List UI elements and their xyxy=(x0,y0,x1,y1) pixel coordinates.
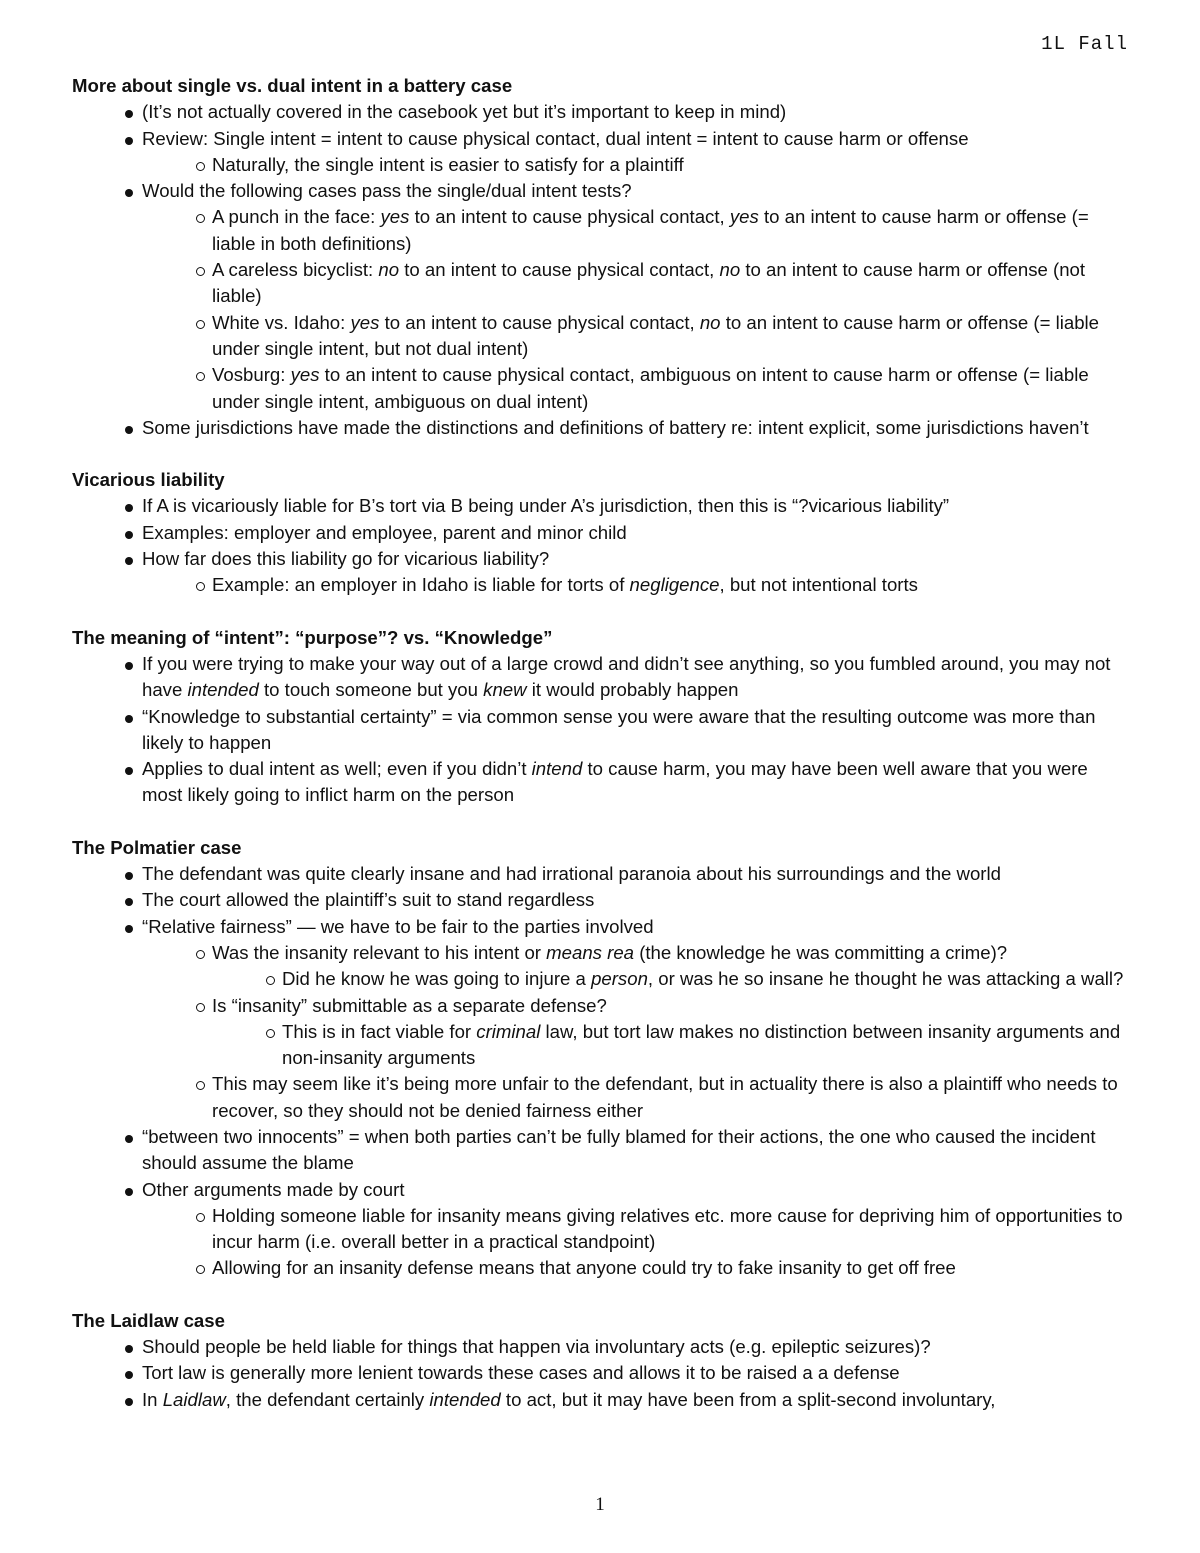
bullet-circle-icon xyxy=(266,1019,275,1045)
section xyxy=(72,73,1132,441)
bullet-dot-icon xyxy=(125,914,133,940)
item-text: A punch in the face: xyxy=(212,206,381,228)
emphasis-text: no xyxy=(719,259,741,281)
item-text: Holding someone liable for insanity means giving relatives etc. more cause for depriving him of opportunities to incur harm (i.e. overall better in a practical standpoint) xyxy=(212,1204,1123,1253)
item-text: White vs. Idaho: xyxy=(212,311,351,333)
item-text: Examples: employer and employee, parent and minor child xyxy=(142,521,627,543)
list-item xyxy=(72,1255,1132,1281)
list-item xyxy=(72,257,1132,310)
item-text: Is “insanity” submittable as a separate defense? xyxy=(212,994,607,1016)
item-text: , the defendant certainly xyxy=(225,1388,430,1410)
bullet-dot-icon xyxy=(125,99,133,125)
item-text: Allowing for an insanity defense means that anyone could try to fake insanity to get off free xyxy=(212,1257,956,1279)
bullet-dot-icon xyxy=(125,493,133,519)
list-item xyxy=(72,1387,1132,1413)
item-text: If A is vicariously liable for B’s tort via B being under A’s jurisdiction, then this is “?vicarious liability” xyxy=(142,495,950,517)
notes-body xyxy=(72,73,1132,1439)
list-item xyxy=(72,1177,1132,1203)
bullet-dot-icon xyxy=(125,861,133,887)
item-text: How far does this liability go for vicarious liability? xyxy=(142,548,550,570)
item-text: Vosburg: xyxy=(212,364,291,386)
item-text: to an intent to cause harm or offense (not liable) xyxy=(212,259,1086,307)
list-item xyxy=(72,310,1132,363)
item-text: it would probably happen xyxy=(526,679,739,701)
item-text: Did he know he was going to injure a xyxy=(282,968,592,990)
item-text: “between two innocents” = when both parties can’t be fully blamed for their actions, the one who caused the incident should assume the blame xyxy=(142,1125,1096,1174)
list-item xyxy=(72,178,1132,204)
list-item xyxy=(72,887,1132,913)
emphasis-text: intended xyxy=(429,1388,501,1410)
bullet-list xyxy=(72,651,1132,809)
list-item xyxy=(72,415,1132,441)
list-item xyxy=(72,914,1132,940)
list-item xyxy=(72,362,1132,415)
bullet-circle-icon xyxy=(196,310,205,336)
bullet-list xyxy=(72,99,1132,441)
item-text: to an intent to cause harm or offense (= liable under single intent, but not dual intent) xyxy=(212,311,1100,359)
bullet-circle-icon xyxy=(196,572,205,598)
bullet-dot-icon xyxy=(125,520,133,546)
list-item xyxy=(72,493,1132,519)
emphasis-text: knew xyxy=(483,679,527,701)
course-header: 1L Fall xyxy=(1041,33,1128,55)
bullet-dot-icon xyxy=(125,704,133,730)
item-text: to an intent to cause physical contact, xyxy=(399,259,720,281)
bullet-dot-icon xyxy=(125,1360,133,1386)
bullet-dot-icon xyxy=(125,887,133,913)
item-text: Other arguments made by court xyxy=(142,1178,405,1200)
item-text: Should people be held liable for things that happen via involuntary acts (e.g. epileptic seizures)? xyxy=(142,1336,931,1358)
list-item xyxy=(72,1334,1132,1360)
bullet-dot-icon xyxy=(125,651,133,677)
list-item xyxy=(72,940,1132,966)
item-text: Example: an employer in Idaho is liable for torts of xyxy=(212,574,630,596)
bullet-circle-icon xyxy=(266,966,275,992)
bullet-dot-icon xyxy=(125,1124,133,1150)
item-text: Review: Single intent = intent to cause physical contact, dual intent = intent to cause harm or offense xyxy=(142,127,969,149)
list-item xyxy=(72,1019,1132,1072)
bullet-circle-icon xyxy=(196,362,205,388)
emphasis-text: yes xyxy=(350,311,380,333)
item-text: A careless bicyclist: xyxy=(212,259,379,281)
bullet-circle-icon xyxy=(196,152,205,178)
item-text: Naturally, the single intent is easier to satisfy for a plaintiff xyxy=(212,153,684,175)
list-item xyxy=(72,572,1132,598)
item-text: to an intent to cause physical contact, ambiguous on intent to cause harm or offense (= liable under single intent, ambiguous on dual intent) xyxy=(212,364,1089,412)
item-text: In xyxy=(142,1388,163,1410)
item-text: The court allowed the plaintiff’s suit to stand regardless xyxy=(142,889,595,911)
list-item xyxy=(72,993,1132,1019)
section-heading: Vicarious liability xyxy=(72,469,225,491)
item-text: Was the insanity relevant to his intent or xyxy=(212,941,547,963)
item-text: to an intent to cause physical contact, xyxy=(379,311,700,333)
emphasis-text: negligence xyxy=(629,574,720,596)
bullet-circle-icon xyxy=(196,1255,205,1281)
item-text: to an intent to cause physical contact, xyxy=(409,206,730,228)
item-text: This is in fact viable for xyxy=(282,1020,477,1042)
bullet-list xyxy=(72,1334,1132,1413)
list-item xyxy=(72,1360,1132,1386)
bullet-dot-icon xyxy=(125,546,133,572)
emphasis-text: intended xyxy=(187,679,259,701)
bullet-dot-icon xyxy=(125,178,133,204)
bullet-dot-icon xyxy=(125,415,133,441)
item-text: “Knowledge to substantial certainty” = via common sense you were aware that the resulting outcome was more than likely to happen xyxy=(142,705,1096,753)
item-text: to cause harm, you may have been well aware that you were most likely going to inflict harm on the person xyxy=(142,758,1088,806)
item-text: (the knowledge he was committing a crime)? xyxy=(634,941,1008,963)
list-item xyxy=(72,861,1132,887)
section-heading: More about single vs. dual intent in a battery case xyxy=(72,75,513,96)
item-text: “Relative fairness” — we have to be fair to the parties involved xyxy=(142,915,654,937)
bullet-dot-icon xyxy=(125,1387,133,1413)
bullet-list xyxy=(72,861,1132,1282)
list-item xyxy=(72,152,1132,178)
bullet-dot-icon xyxy=(125,1177,133,1203)
bullet-circle-icon xyxy=(196,257,205,283)
list-item xyxy=(72,756,1132,809)
list-item xyxy=(72,546,1132,572)
item-text: to act, but it may have been from a split-second involuntary, xyxy=(500,1388,996,1410)
list-item xyxy=(72,99,1132,125)
emphasis-text: intend xyxy=(531,758,583,780)
item-text: to an intent to cause harm or offense (= liable in both definitions) xyxy=(212,206,1089,254)
bullet-dot-icon xyxy=(125,1334,133,1360)
item-text: If you were trying to make your way out of a large crowd and didn’t see anything, so you fumbled around, you may not have xyxy=(142,652,1111,701)
emphasis-text: Laidlaw xyxy=(162,1388,226,1410)
emphasis-text: yes xyxy=(380,206,410,228)
bullet-circle-icon xyxy=(196,940,205,966)
list-item xyxy=(72,1203,1132,1256)
list-item xyxy=(72,1124,1132,1177)
emphasis-text: criminal xyxy=(476,1020,541,1042)
section xyxy=(72,1308,1132,1413)
item-text: The defendant was quite clearly insane and had irrational paranoia about his surroundings and the world xyxy=(142,863,1001,885)
emphasis-text: person xyxy=(591,968,648,990)
list-item xyxy=(72,204,1132,257)
emphasis-text: yes xyxy=(290,364,320,386)
item-text: Tort law is generally more lenient towards these cases and allows it to be raised a a defense xyxy=(142,1362,900,1384)
bullet-circle-icon xyxy=(196,993,205,1019)
page-number: 1 xyxy=(595,1494,605,1515)
emphasis-text: no xyxy=(699,311,721,333)
section xyxy=(72,467,1132,598)
item-text: , or was he so insane he thought he was attacking a wall? xyxy=(647,968,1124,990)
section-heading: The Laidlaw case xyxy=(72,1309,225,1331)
list-item xyxy=(72,704,1132,757)
list-item xyxy=(72,966,1132,992)
section xyxy=(72,835,1132,1282)
emphasis-text: yes xyxy=(729,206,759,228)
item-text: , but not intentional torts xyxy=(719,574,918,596)
item-text: to touch someone but you xyxy=(258,679,484,701)
section xyxy=(72,625,1132,809)
emphasis-text: means rea xyxy=(546,941,635,963)
item-text: This may seem like it’s being more unfair to the defendant, but in actuality there is also a plaintiff who needs to recover, so they should not be denied fairness either xyxy=(212,1073,1118,1121)
list-item xyxy=(72,126,1132,152)
list-item xyxy=(72,1071,1132,1124)
item-text: Some jurisdictions have made the distinctions and definitions of battery re: intent explicit, some jurisdictions haven’t xyxy=(142,416,1089,438)
list-item xyxy=(72,651,1132,704)
bullet-dot-icon xyxy=(125,126,133,152)
section-heading: The Polmatier case xyxy=(72,836,242,858)
item-text: Applies to dual intent as well; even if you didn’t xyxy=(142,758,532,780)
emphasis-text: no xyxy=(378,259,400,281)
item-text: (It’s not actually covered in the casebook yet but it’s important to keep in mind) xyxy=(142,101,787,123)
item-text: Would the following cases pass the single/dual intent tests? xyxy=(142,180,632,202)
bullet-circle-icon xyxy=(196,1071,205,1097)
bullet-circle-icon xyxy=(196,1203,205,1229)
bullet-dot-icon xyxy=(125,756,133,782)
bullet-list xyxy=(72,493,1132,598)
list-item xyxy=(72,520,1132,546)
section-heading: The meaning of “intent”: “purpose”? vs. “Knowledge” xyxy=(72,626,553,648)
bullet-circle-icon xyxy=(196,204,205,230)
item-text: law, but tort law makes no distinction between insanity arguments and non-insanity arguments xyxy=(282,1020,1121,1069)
